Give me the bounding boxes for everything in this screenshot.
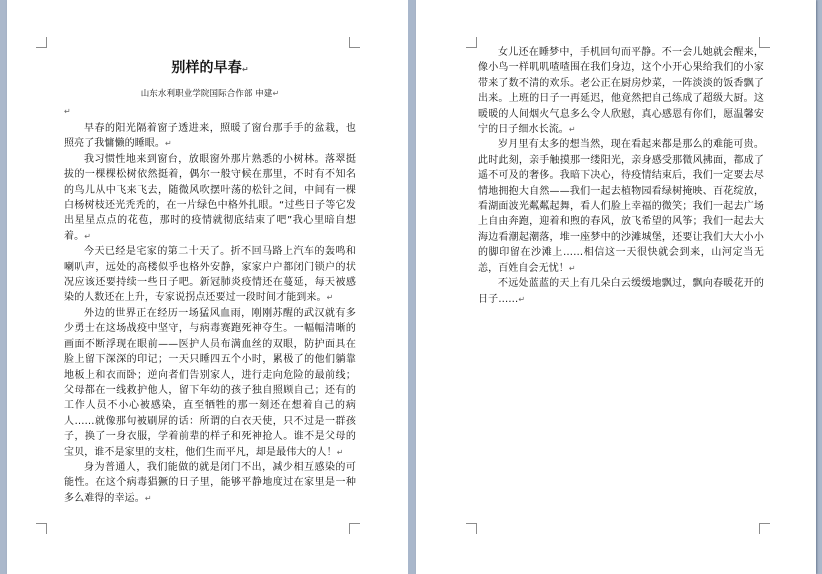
paragraph: 不远处蓝蓝的天上有几朵白云缓缓地飘过，飘向春暖花开的日子……↵ xyxy=(478,278,764,305)
paragraph: 女儿还在睡梦中，手机回句而平静。不一会儿她就会醒来，像小鸟一样叽叽喳喳围在我们身边，这个小开心果给我们的小家带来了数不清的欢乐。老公正在厨房炒菜，一阵淡淡的饭香飘了出来。上班的日子一再延迟，他竟然把自己练成了超级大厨。这暖暖的人间烟火气息多么令人欣慰，真心感恩有你们，愿温馨安宁的日子细水长流。↵ xyxy=(478,47,764,136)
margin-corner-mark xyxy=(466,523,477,534)
margin-corner-mark xyxy=(36,37,47,48)
paragraph: 岁月里有太多的想当然，现在看起来都是那么的难能可贵。此时此刻，亲手触摸那一缕阳光，亲身感受那微风拂面，都成了遥不可及的奢侈。我暗下决心，待疫情结束后，我们一定要去尽情地拥抱大自然——我们一起去植物园看绿树掩映、百花绽放，看湖面波光粼粼起舞，看人们脸上幸福的微笑；我们一起去广场上自由奔跑，迎着和煦的春风，放飞希望的风筝；我们一起去大海边看潮起潮落，堆一座梦中的沙滩城堡，还要让我们大大小小的脚印留在沙滩上……相信这一天很快就会到来，山河定当无恙，百姓自会无忧！↵ xyxy=(478,139,764,274)
document-page-right xyxy=(416,0,816,574)
margin-corner-mark xyxy=(759,523,770,534)
paragraph: 身为普通人，我们能做的就是闭门不出，减少相互感染的可能性。在这个病毒猖獗的日子里，能够平静地度过在家里是一种多么难得的幸运。↵ xyxy=(64,461,356,504)
document-page-left xyxy=(7,0,408,574)
margin-corner-mark xyxy=(349,523,360,534)
document-author: 山东水利职业学院国际合作部 申建↵ xyxy=(140,89,280,99)
page-gap xyxy=(408,0,414,574)
margin-corner-mark xyxy=(36,523,47,534)
document-body-left[interactable]: 别样的早春↵ 山东水利职业学院国际合作部 申建↵ ↵ 早春的阳光隔着窗子透进来，照暖了窗台那手手的盆栽，也照亮了我慵懒的睡眼。↵ 我习惯性地来到窗台，放眼窗外那片熟悉的小树林。落翠挺拔的一棵棵松树依然挺着，偶尔一般守候在那里，不时有不知名的鸟儿从中飞来飞去，随微风吹摆叶荡的松针之间，中间有一棵白杨树枝还光秃秃的，在一片绿色中格外扎眼。“过些日子等它发出星星点点的花苞，那时的疫情就彻底结束了吧”我心里暗自想着。↵ 今天已经是宅家的第二十天了。折不回马路上汽车的轰鸣和喇叭声，远处的高楼似乎也格外安静，家家户户都闭门锁户的状况应该还要持续一些日子吧。新冠肺炎疫情还在蔓延，每天被感染的人数还在上升，专家说拐点还要过一段时间才能到来。↵ 外边的世界正在经历一场猛风血雨，刚刚苏醒的武汉就有多少勇士在这场战疫中坚守，与病毒赛跑死神夺生。一幅幅清晰的画面不断浮现在眼前——医护人员布满血丝的双眼，防护面具在脸上留下深深的印记；一天只睡四五个小时，累极了的他们躺靠地板上和衣而卧；逆向者们告别家人，进行走向危险的最前线；父母都在一线救护他人，留下年幼的孩子独自照顾自己；还有的工作人员不小心被感染，直至牺牲的那一刻还在想着自己的病人……就像那句被刷屏的话：所谓的白衣天使，只不过是一群孩子，换了一身衣服，学着前辈的样子和死神抢人。谁不是父母的宝贝，谁不是家里的支柱，他们生而平凡，却是最伟大的人！↵ 身为普通人，我们能做的就是闭门不出，减少相互感染的可能性。在这个病毒猖獗的日子里，能够平静地度过在家里是一种多么难得的幸运。↵ xyxy=(64,58,356,506)
margin-corner-mark xyxy=(349,37,360,48)
margin-corner-mark xyxy=(466,37,477,48)
paragraph: 我习惯性地来到窗台，放眼窗外那片熟悉的小树林。落翠挺拔的一棵棵松树依然挺着，偶尔一般守候在那里，不时有不知名的鸟儿从中飞来飞去，随微风吹摆叶荡的松针之间，中间有一棵白杨树枝还光秃秃的，在一片绿色中格外扎眼。“过些日子等它发出星星点点的花苞，那时的疫情就彻底结束了吧”我心里暗自想着。↵ xyxy=(64,153,356,242)
document-title: 别样的早春↵ xyxy=(171,60,249,76)
paragraph: 今天已经是宅家的第二十天了。折不回马路上汽车的轰鸣和喇叭声，远处的高楼似乎也格外安静，家家户户都闭门锁户的状况应该还要持续一些日子吧。新冠肺炎疫情还在蔓延，每天被感染的人数还在上升，专家说拐点还要过一段时间才能到来。↵ xyxy=(64,246,356,304)
paragraph: 早春的阳光隔着窗子透进来，照暖了窗台那手手的盆栽，也照亮了我慵懒的睡眼。↵ xyxy=(64,123,356,150)
paragraph: 外边的世界正在经历一场猛风血雨，刚刚苏醒的武汉就有多少勇士在这场战疫中坚守，与病毒赛跑死神夺生。一幅幅清晰的画面不断浮现在眼前——医护人员布满血丝的双眼，防护面具在脸上留下深深的印记；一天只睡四五个小时，累极了的他们躺靠地板上和衣而卧；逆向者们告别家人，进行走向危险的最前线；父母都在一线救护他人，留下年幼的孩子独自照顾自己；还有的工作人员不小心被感染，直至牺牲的那一刻还在想着自己的病人……就像那句被刷屏的话：所谓的白衣天使，只不过是一群孩子，换了一身衣服，学着前辈的样子和死神抢人。谁不是父母的宝贝，谁不是家里的支柱，他们生而平凡，却是最伟大的人！↵ xyxy=(64,307,356,458)
document-body-right[interactable] xyxy=(478,45,764,307)
